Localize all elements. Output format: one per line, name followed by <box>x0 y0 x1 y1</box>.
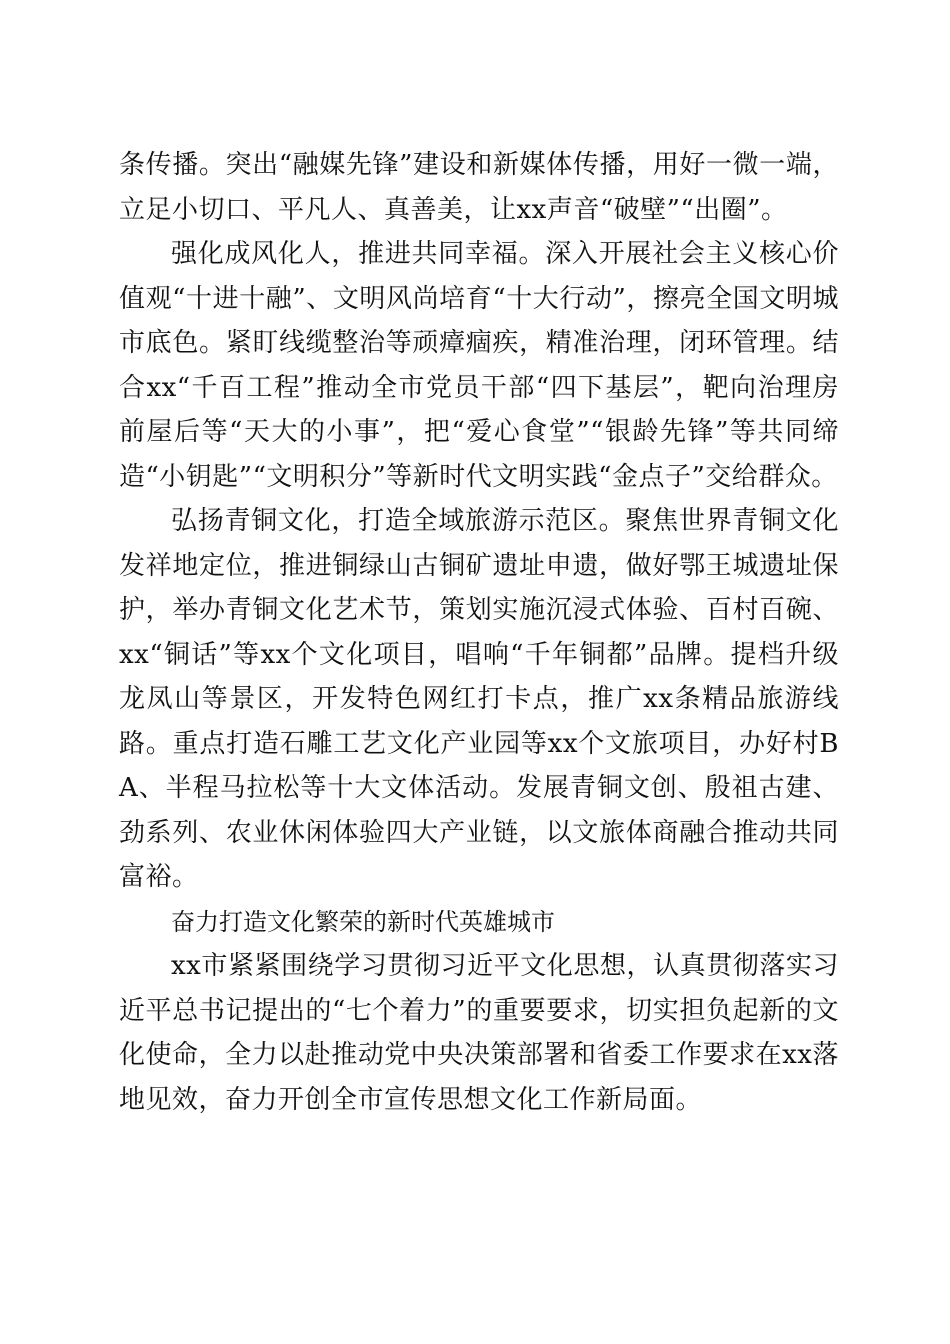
paragraph-media-continuation: 条传播。突出“融媒先锋”建设和新媒体传播，用好一微一端，立足小切口、平凡人、真善美，让xx声音“破壁”“出圈”。 <box>119 150 839 225</box>
paragraph-bronze-culture: 弘扬青铜文化，打造全域旅游示范区。聚焦世界青铜文化发祥地定位，推进铜绿山古铜矿遗址申遗，做好鄂王城遗址保护，举办青铜文化艺术节，策划实施沉浸式体验、百村百碗、xx“铜话”等xx个文化项目，唱响“千年铜都”品牌。提档升级龙凤山等景区，开发特色网红打卡点，推广xx条精品旅游线路。重点打造石雕工艺文化产业园等xx个文旅项目，办好村BA、半程马拉松等十大文体活动。发展青铜文创、殷祖古建、劲系列、农业休闲体验四大产业链，以文旅体商融合推动共同富裕。 <box>119 506 839 892</box>
paragraph-conclusion: xx市紧紧围绕学习贯彻习近平文化思想，认真贯彻落实习近平总书记提出的“七个着力”的重要要求，切实担负起新的文化使命，全力以赴推动党中央决策部署和省委工作要求在xx落地见效，奋力开创全市宣传思想文化工作新局面。 <box>119 951 839 1115</box>
section-heading: 奋力打造文化繁荣的新时代英雄城市 <box>171 907 555 936</box>
document-body <box>119 143 839 1122</box>
paragraph-civilization: 强化成风化人，推进共同幸福。深入开展社会主义核心价值观“十进十融”、文明风尚培育“十大行动”，擦亮全国文明城市底色。紧盯线缆整治等顽瘴痼疾，精准治理，闭环管理。结合xx“千百工程”推动全市党员干部“四下基层”，靶向治理房前屋后等“天大的小事”，把“爱心食堂”“银龄先锋”等共同缔造“小钥匙”“文明积分”等新时代文明实践“金点子”交给群众。 <box>119 239 839 492</box>
